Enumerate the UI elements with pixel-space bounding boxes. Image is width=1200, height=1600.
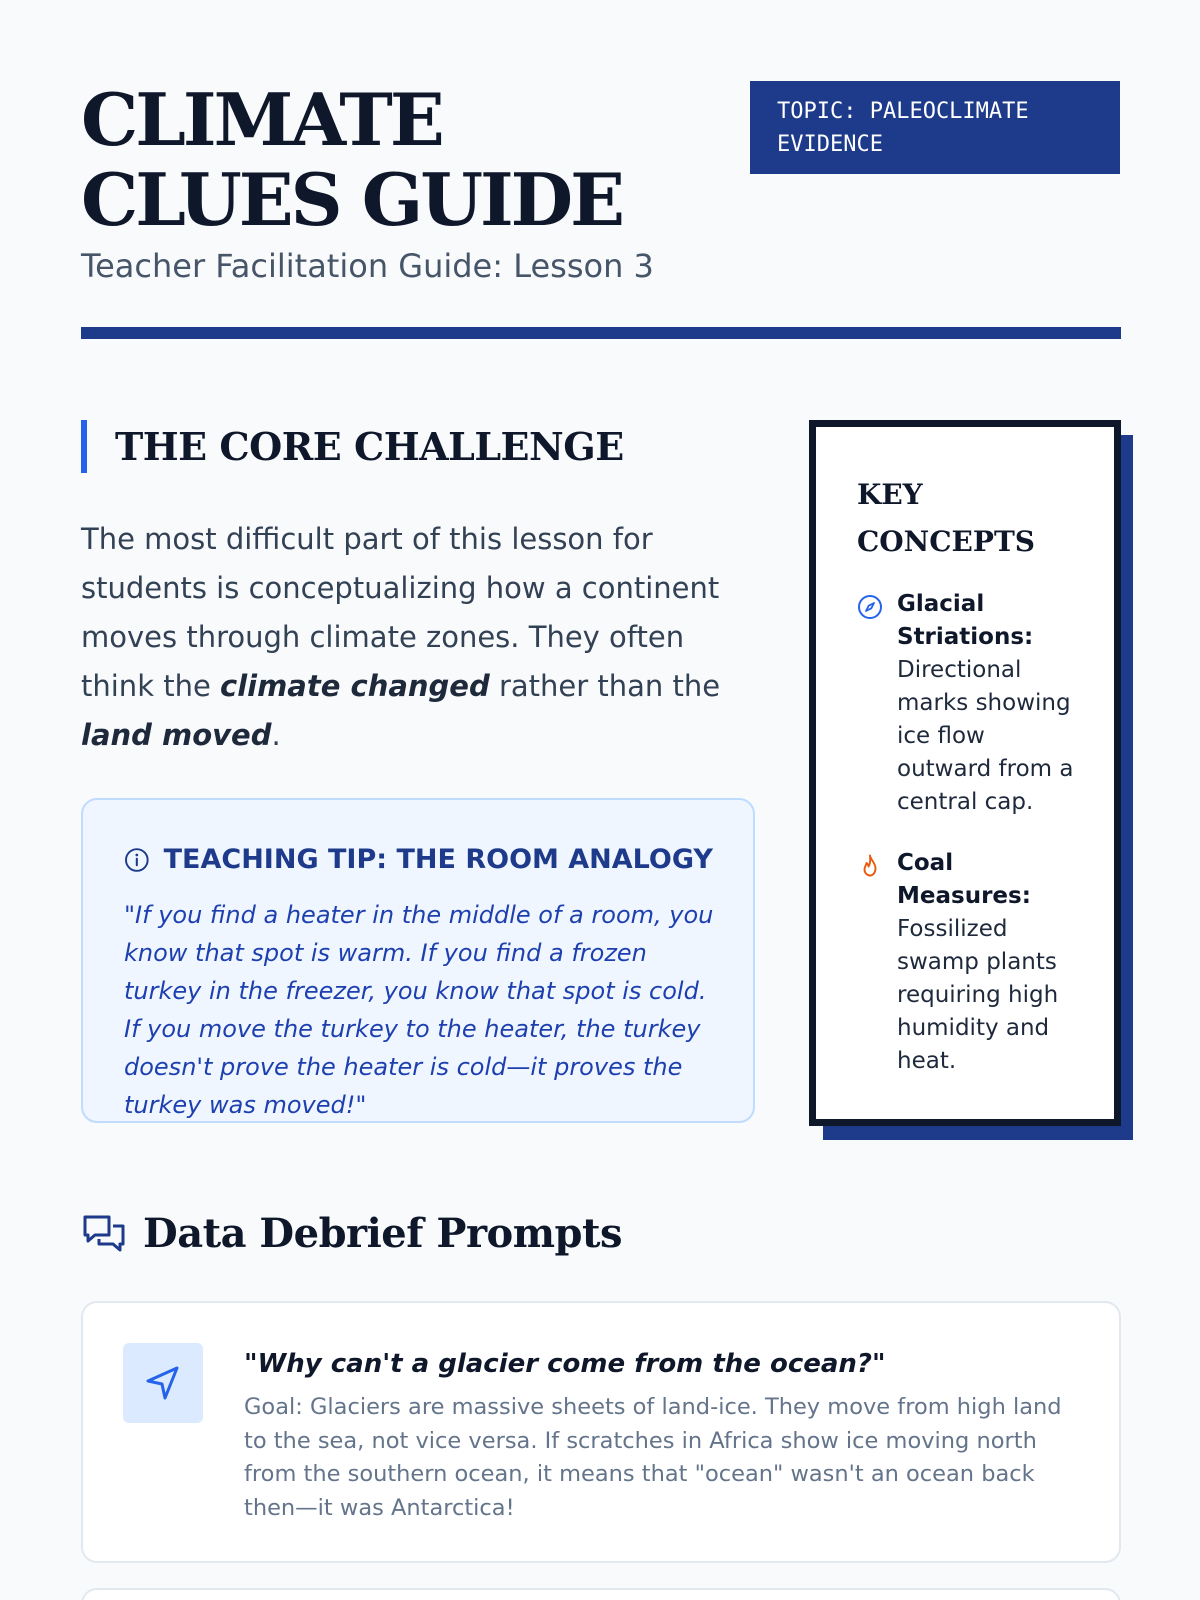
emphasis-land-moved: land moved xyxy=(81,718,272,752)
header-divider xyxy=(81,327,1121,339)
compass-icon xyxy=(857,594,883,620)
next-prompt-card xyxy=(81,1588,1121,1600)
core-text-part-1: The most difficult part of this lesson for students is conceptualizing how a continent moves through climate zones. They often think the xyxy=(81,522,720,703)
teaching-tip-header xyxy=(124,844,713,876)
key-concepts-card xyxy=(809,420,1121,1126)
teaching-tip-quote: "If you find a heater in the middle of a room, you know that spot is warm. If you find a frozen turkey in the freezer, you know that spot is cold. If you move the turkey to the heater, the turkey doesn't prove the heater is cold—it proves the turkey was moved!" xyxy=(124,901,714,1119)
navigation-arrow-icon xyxy=(143,1363,183,1403)
page-header xyxy=(81,77,1121,340)
topic-badge: TOPIC: PALEOCLIMATE EVIDENCE xyxy=(750,81,1120,174)
teaching-tip-callout xyxy=(81,798,755,1123)
concept-term: Glacial Striations: xyxy=(897,591,1034,650)
concept-item-coal-measures xyxy=(857,847,1076,1078)
concept-description: Fossilized swamp plants requiring high humidity and heat. xyxy=(897,916,1059,1074)
page-subtitle: Teacher Facilitation Guide: Lesson 3 xyxy=(81,247,654,285)
data-debrief-heading xyxy=(81,1208,622,1260)
concept-term: Coal Measures: xyxy=(897,850,1031,909)
key-concepts-title: KEY CONCEPTS xyxy=(857,478,1036,558)
flame-icon xyxy=(857,853,883,879)
prompt-question: "Why can't a glacier come from the ocean?" xyxy=(244,1349,886,1379)
debrief-prompt-card xyxy=(81,1301,1121,1563)
core-text-part-3: . xyxy=(271,718,281,752)
concept-item-glacial-striations xyxy=(857,588,1076,819)
page-title: CLIMATE CLUES GUIDE xyxy=(81,77,622,242)
prompt-goal: Goal: Glaciers are massive sheets of land-ice. They move from high land to the sea, not vice versa. If scratches in Africa show ice moving north from the southern ocean, it means that "ocean" wasn't an ocean back then—it was Antarctica! xyxy=(244,1394,1062,1521)
teaching-tip-title: TEACHING TIP: THE ROOM ANALOGY xyxy=(163,844,713,875)
core-challenge-heading: THE CORE CHALLENGE xyxy=(81,420,624,473)
info-icon xyxy=(124,844,150,876)
concept-description: Directional marks showing ice flow outward from a central cap. xyxy=(897,657,1074,815)
data-debrief-title: Data Debrief Prompts xyxy=(143,1210,623,1257)
core-challenge-text xyxy=(81,515,756,760)
core-text-part-2: rather than the xyxy=(489,669,721,703)
prompt-icon-container xyxy=(123,1343,203,1423)
emphasis-climate-changed: climate changed xyxy=(220,669,490,703)
chat-bubbles-icon xyxy=(81,1211,127,1257)
